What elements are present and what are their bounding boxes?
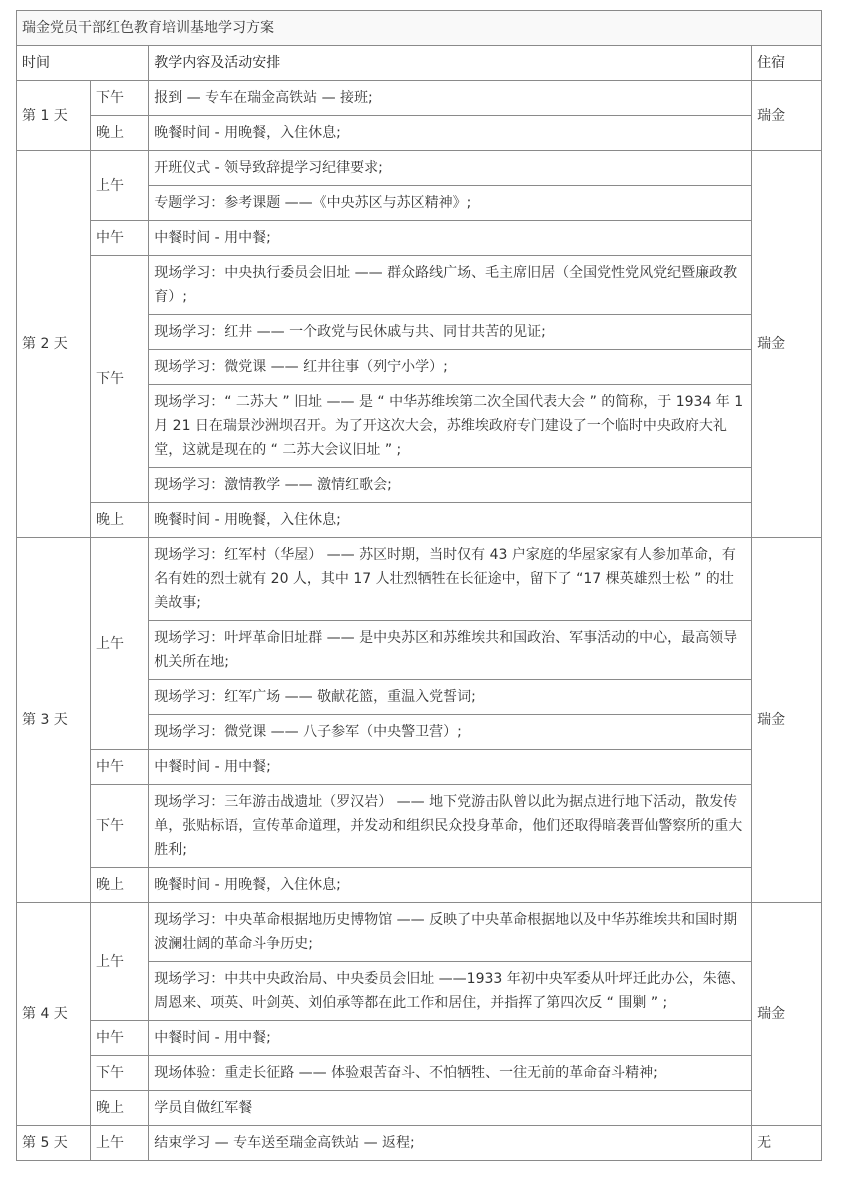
period-label: 晚上 [91,868,149,903]
activity-item: 现场体验：重走长征路 —— 体验艰苦奋斗、不怕牺牲、一往无前的革命奋斗精神; [149,1056,752,1091]
day-label: 第 4 天 [17,903,91,1126]
table-row [17,81,822,116]
activity-item: 结束学习 — 专车送至瑞金高铁站 — 返程; [149,1126,752,1161]
table-row [17,116,822,151]
activity-item: 现场学习：微党课 —— 八子参军（中央警卫营）; [149,715,752,750]
activity-item: 现场学习：微党课 —— 红井往事（列宁小学）; [149,350,752,385]
table-row [17,903,822,962]
period-label: 晚上 [91,503,149,538]
activity-item: 专题学习：参考课题 ——《中央苏区与苏区精神》; [149,186,752,221]
activity-item: 中餐时间 - 用中餐; [149,750,752,785]
header-time: 时间 [17,46,149,81]
table-row [17,256,822,315]
period-label: 上午 [91,538,149,750]
lodging-cell: 瑞金 [752,903,822,1126]
day-label: 第 2 天 [17,151,91,538]
day-label: 第 1 天 [17,81,91,151]
table-row [17,538,822,621]
period-label: 下午 [91,785,149,868]
header-lodging: 住宿 [752,46,822,81]
activity-item: 晚餐时间 - 用晚餐，入住休息; [149,116,752,151]
day-label: 第 5 天 [17,1126,91,1161]
activity-item: 现场学习：红军村（华屋） —— 苏区时期，当时仅有 43 户家庭的华屋家家有人参加革命，有名有姓的烈士就有 20 人，其中 17 人壮烈牺牲在长征途中，留下了 “17 棵英雄烈士松 ” 的壮美故事; [149,538,752,621]
lodging-cell: 无 [752,1126,822,1161]
period-label: 上午 [91,903,149,1021]
activity-item: 晚餐时间 - 用晚餐，入住休息; [149,503,752,538]
activity-item: 中餐时间 - 用中餐; [149,1021,752,1056]
table-row [17,1126,822,1161]
period-label: 下午 [91,256,149,503]
table-row [17,503,822,538]
table-row [17,868,822,903]
table-row [17,750,822,785]
activity-item: 现场学习：红军广场 —— 敬献花篮，重温入党誓词; [149,680,752,715]
table-row [17,151,822,186]
activity-item: 晚餐时间 - 用晚餐，入住休息; [149,868,752,903]
period-label: 上午 [91,1126,149,1161]
period-label: 中午 [91,1021,149,1056]
table-row [17,785,822,868]
schedule-table [16,10,822,1161]
table-title: 瑞金党员干部红色教育培训基地学习方案 [17,11,822,46]
period-label: 上午 [91,151,149,221]
period-label: 下午 [91,1056,149,1091]
activity-item: 学员自做红军餐 [149,1091,752,1126]
activity-item: 现场学习：叶坪革命旧址群 —— 是中央苏区和苏维埃共和国政治、军事活动的中心，最高领导机关所在地; [149,621,752,680]
table-row [17,221,822,256]
activity-item: 报到 — 专车在瑞金高铁站 — 接班; [149,81,752,116]
activity-item: 开班仪式 - 领导致辞提学习纪律要求; [149,151,752,186]
activity-item: 现场学习：三年游击战遗址（罗汉岩） —— 地下党游击队曾以此为据点进行地下活动，散发传单，张贴标语，宣传革命道理，并发动和组织民众投身革命，他们还取得暗袭晋仙警察所的重大胜利; [149,785,752,868]
table-row [17,1021,822,1056]
activity-item: 现场学习：中共中央政治局、中央委员会旧址 ——1933 年初中央军委从叶坪迁此办公，朱德、周恩来、项英、叶剑英、刘伯承等都在此工作和居住，并指挥了第四次反 “ 围剿 ” ; [149,962,752,1021]
period-label: 晚上 [91,116,149,151]
period-label: 下午 [91,81,149,116]
table-row [17,1056,822,1091]
table-row [17,1091,822,1126]
header-content: 教学内容及活动安排 [149,46,752,81]
period-label: 中午 [91,221,149,256]
activity-item: 现场学习：激情教学 —— 激情红歌会; [149,468,752,503]
lodging-cell: 瑞金 [752,151,822,538]
activity-item: 中餐时间 - 用中餐; [149,221,752,256]
day-label: 第 3 天 [17,538,91,903]
lodging-cell: 瑞金 [752,81,822,151]
schedule-body [17,81,822,1161]
activity-item: 现场学习：红井 —— 一个政党与民休戚与共、同甘共苦的见证; [149,315,752,350]
activity-item: 现场学习：“ 二苏大 ” 旧址 —— 是 “ 中华苏维埃第二次全国代表大会 ” 的简称，于 1934 年 1 月 21 日在瑞景沙洲坝召开。为了开这次大会，苏维埃政府专门建设了一个临时中央政府大礼堂，这就是现在的 “ 二苏大会议旧址 ” ; [149,385,752,468]
activity-item: 现场学习：中央革命根据地历史博物馆 —— 反映了中央革命根据地以及中华苏维埃共和国时期波澜壮阔的革命斗争历史; [149,903,752,962]
period-label: 中午 [91,750,149,785]
activity-item: 现场学习：中央执行委员会旧址 —— 群众路线广场、毛主席旧居（全国党性党风党纪暨廉政教育）; [149,256,752,315]
lodging-cell: 瑞金 [752,538,822,903]
period-label: 晚上 [91,1091,149,1126]
